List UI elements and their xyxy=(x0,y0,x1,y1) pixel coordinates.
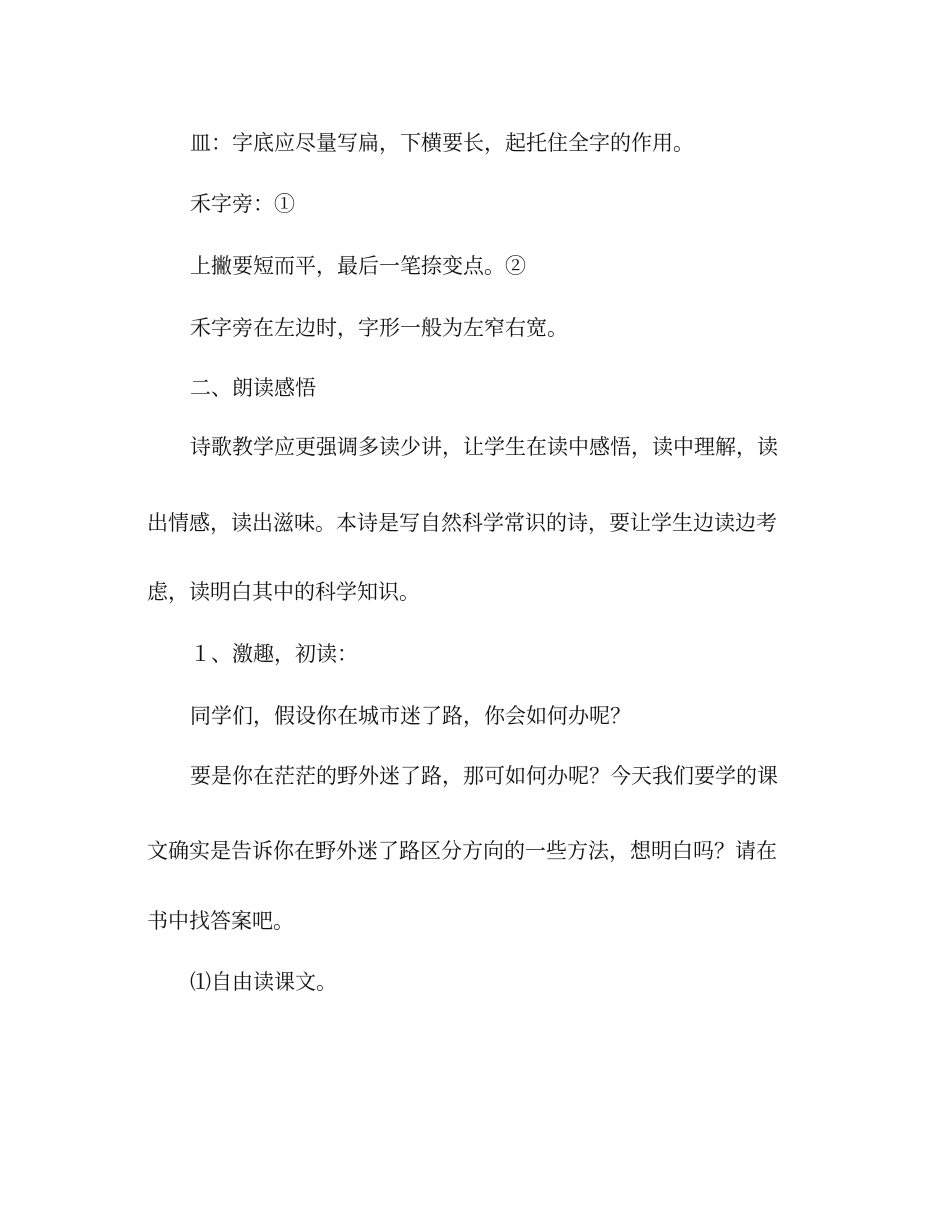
paragraph-min-radical: 皿：字底应尽量写扁，下横要长，起托住全字的作用。 xyxy=(190,131,694,155)
paragraph-reading-line-1: 诗歌教学应更强调多读少讲，让学生在读中感悟，读中理解，读 xyxy=(190,435,778,459)
paragraph-he-radical-rule-1: 上撇要短而平，最后一笔捺变点。② xyxy=(190,254,526,278)
paragraph-reading-line-2: 出情感，读出滋味。本诗是写自然科学常识的诗，要让学生边读边考 xyxy=(147,511,777,535)
paragraph-he-radical-rule-2: 禾字旁在左边时，字形一般为左窄右宽。 xyxy=(190,316,568,340)
list-item-free-reading: ⑴自由读课文。 xyxy=(190,970,337,994)
paragraph-he-radical-heading: 禾字旁：① xyxy=(190,192,295,216)
paragraph-wild-line-1: 要是你在茫茫的野外迷了路，那可如何办呢？今天我们要学的课 xyxy=(190,764,778,788)
paragraph-city-question: 同学们，假设你在城市迷了路，你会如何办呢？ xyxy=(190,704,631,728)
section-heading-reading: 二、朗读感悟 xyxy=(190,376,316,400)
paragraph-wild-line-3: 书中找答案吧。 xyxy=(147,909,294,933)
paragraph-wild-line-2: 文确实是告诉你在野外迷了路区分方向的一些方法，想明白吗？请在 xyxy=(147,839,777,863)
subheading-first-reading: １、激趣，初读： xyxy=(190,642,358,666)
paragraph-reading-line-3: 虑，读明白其中的科学知识。 xyxy=(147,580,420,604)
